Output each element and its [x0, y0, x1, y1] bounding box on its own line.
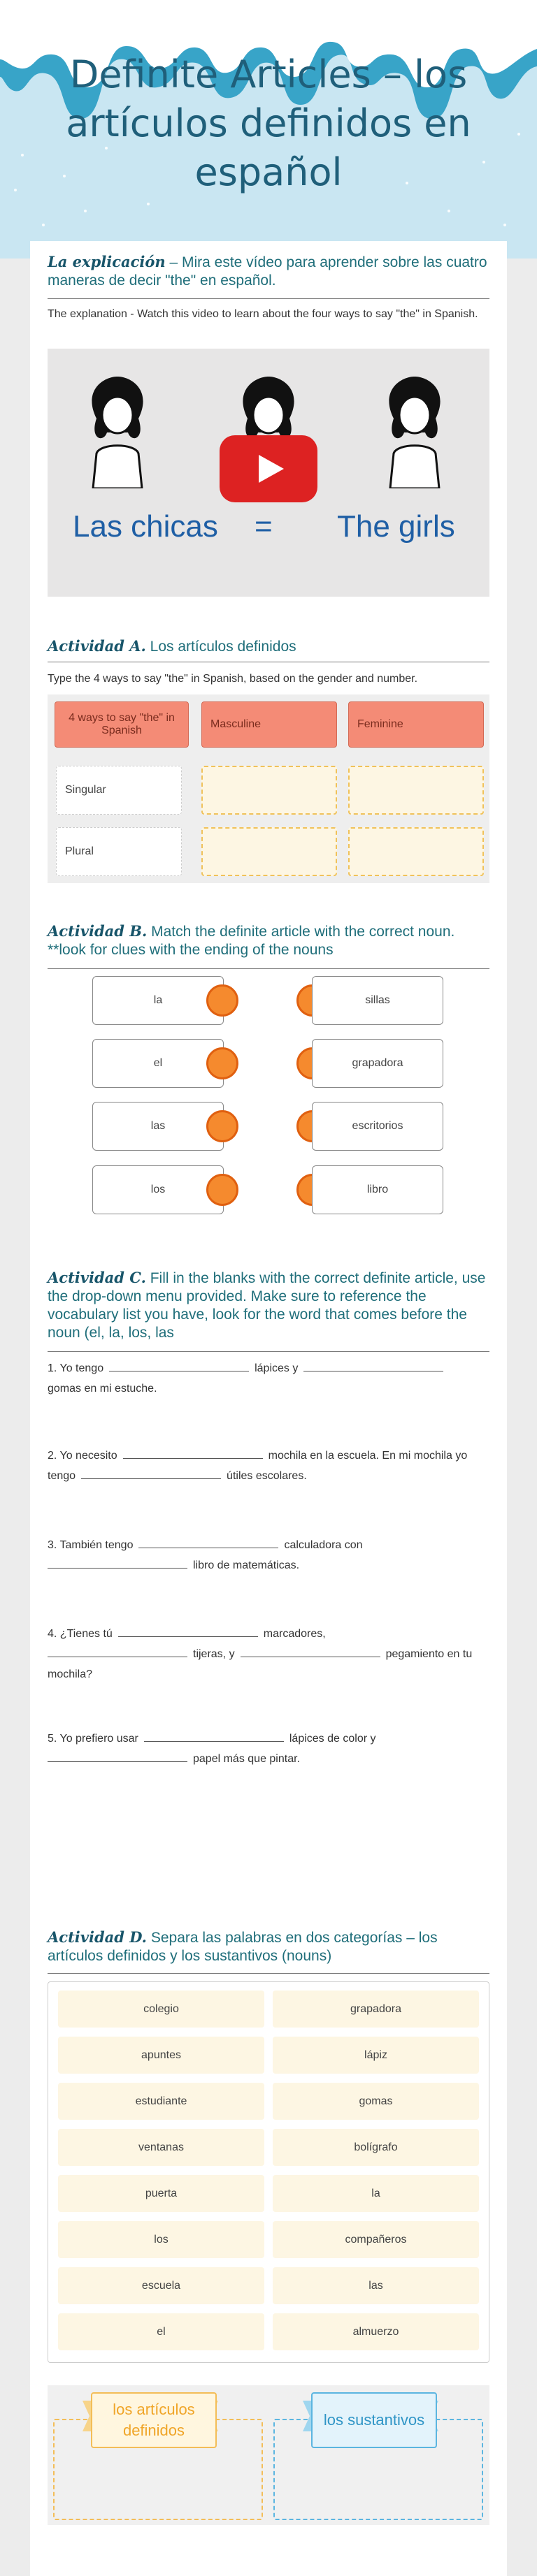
word-chip[interactable]: bolígrafo: [273, 2129, 479, 2166]
fill-text: 3. También tengo: [48, 1539, 134, 1551]
row-label-plural: Plural: [56, 827, 182, 876]
match-right-escritorios[interactable]: escritorios: [312, 1102, 443, 1151]
word-chip[interactable]: estudiante: [58, 2083, 264, 2120]
word-chip[interactable]: ventanas: [58, 2129, 264, 2166]
fill-item-5: [48, 1729, 489, 1769]
title-line-3: español: [194, 150, 343, 194]
explanation-body: The explanation - Watch this video to learn about the four ways to say "the" in Spanish.: [48, 308, 478, 320]
word-chip[interactable]: escuela: [58, 2267, 264, 2304]
activity-a-title-bold: Actividad A.: [48, 637, 146, 655]
explanation-title-rest: – Mira este vídeo para aprender sobre las cuatro maneras de decir "the" en español.: [48, 254, 487, 289]
blank-dropdown[interactable]: [48, 1567, 187, 1569]
word-chip[interactable]: la: [273, 2175, 479, 2212]
activity-d-title: [48, 1928, 489, 1965]
table-header-feminine: Feminine: [348, 701, 484, 748]
divider: [48, 298, 489, 299]
youtube-play-icon[interactable]: [220, 435, 317, 502]
row-label-singular: Singular: [56, 766, 182, 815]
answer-field-fem-singular[interactable]: [348, 766, 484, 815]
title-line-2: artículos definidos en: [66, 101, 471, 145]
word-chip[interactable]: lápiz: [273, 2037, 479, 2074]
connector-handle[interactable]: [206, 984, 238, 1017]
match-left-los[interactable]: los: [92, 1165, 224, 1214]
page-title: [0, 50, 537, 197]
girl-figure-icon: [373, 377, 457, 488]
word-chip[interactable]: gomas: [273, 2083, 479, 2120]
blank-dropdown[interactable]: [118, 1636, 258, 1637]
video-caption-left: Las chicas: [73, 509, 218, 544]
table-header-masculine: Masculine: [201, 701, 337, 748]
blank-dropdown[interactable]: [81, 1478, 221, 1479]
word-chip[interactable]: almuerzo: [273, 2313, 479, 2350]
activity-a-title: [48, 637, 489, 656]
fill-text: calculadora con: [284, 1539, 363, 1551]
activity-c-title-rest: Fill in the blanks with the correct definite article, use the drop-down menu provided. Make sure to reference the vocabulary list you have, look for the word that comes before the noun (el, la, los, las: [48, 1270, 486, 1341]
fill-item-3: [48, 1535, 489, 1576]
fill-text: marcadores,: [263, 1628, 326, 1640]
blank-dropdown[interactable]: [138, 1547, 278, 1548]
sort-bins: [48, 2385, 489, 2525]
blank-dropdown[interactable]: [241, 1656, 380, 1657]
match-left-la[interactable]: la: [92, 976, 224, 1025]
fill-text: lápices y: [255, 1362, 299, 1374]
match-right-sillas[interactable]: sillas: [312, 976, 443, 1025]
activity-d-title-bold: Actividad D.: [48, 1928, 147, 1946]
girl-figure-icon: [76, 377, 159, 488]
word-chip[interactable]: las: [273, 2267, 479, 2304]
video-caption-right: The girls: [337, 509, 455, 544]
blank-dropdown[interactable]: [303, 1370, 443, 1371]
word-chip[interactable]: los: [58, 2221, 264, 2258]
fill-text: lápices de color y: [289, 1733, 376, 1745]
fill-text: 1. Yo tengo: [48, 1362, 104, 1374]
fill-text: útiles escolares.: [227, 1470, 307, 1482]
fill-text: 2. Yo necesito: [48, 1450, 117, 1462]
activity-b-title-bold: Actividad B.: [48, 922, 148, 940]
connector-handle[interactable]: [206, 1047, 238, 1079]
fill-item-2: [48, 1446, 489, 1486]
blank-dropdown[interactable]: [144, 1740, 284, 1742]
fill-text: gomas en mi estuche.: [48, 1383, 157, 1395]
explanation-title: [48, 253, 489, 290]
blank-dropdown[interactable]: [123, 1457, 263, 1459]
answer-field-masc-singular[interactable]: [201, 766, 337, 815]
word-chip[interactable]: apuntes: [58, 2037, 264, 2074]
video-caption-equals: =: [255, 509, 273, 544]
word-bank: [48, 1981, 489, 2363]
match-right-libro[interactable]: libro: [312, 1165, 443, 1214]
word-chip[interactable]: puerta: [58, 2175, 264, 2212]
activity-a-title-rest: Los artículos definidos: [145, 639, 296, 655]
divider: [48, 1351, 489, 1352]
connector-handle[interactable]: [206, 1174, 238, 1206]
fill-item-1: [48, 1358, 489, 1399]
fill-text: papel más que pintar.: [193, 1753, 300, 1765]
articles-table: [48, 694, 489, 883]
blank-dropdown[interactable]: [48, 1656, 187, 1657]
activity-c-title: [48, 1269, 489, 1342]
word-chip[interactable]: colegio: [58, 1991, 264, 2028]
fill-text: tijeras, y: [193, 1648, 235, 1660]
fill-text: 4. ¿Tienes tú: [48, 1628, 113, 1640]
divider: [48, 968, 489, 969]
fill-text: pegamiento en tu mochila?: [48, 1648, 473, 1680]
blank-dropdown[interactable]: [109, 1370, 249, 1371]
connector-handle[interactable]: [206, 1110, 238, 1142]
activity-b-title-rest: Match the definite article with the correct noun. **look for clues with the ending of the nouns: [48, 924, 455, 958]
activity-d-title-rest: Separa las palabras en dos categorías – los artículos definidos y los sustantivos (nouns): [48, 1930, 438, 1964]
word-chip[interactable]: el: [58, 2313, 264, 2350]
match-left-el[interactable]: el: [92, 1039, 224, 1088]
answer-field-masc-plural[interactable]: [201, 827, 337, 876]
word-chip[interactable]: grapadora: [273, 1991, 479, 2028]
answer-field-fem-plural[interactable]: [348, 827, 484, 876]
bin-label-sustantivos: los sustantivos: [311, 2392, 437, 2448]
divider: [48, 1973, 489, 1974]
fill-item-4: [48, 1624, 489, 1684]
fill-text: 5. Yo prefiero usar: [48, 1733, 138, 1745]
page-header: [0, 0, 537, 259]
video-player[interactable]: [48, 349, 489, 597]
fill-text: libro de matemáticas.: [193, 1559, 300, 1571]
word-chip[interactable]: compañeros: [273, 2221, 479, 2258]
title-line-1: Definite Articles – los: [69, 52, 468, 96]
blank-dropdown[interactable]: [48, 1761, 187, 1762]
table-header-ways: 4 ways to say "the" in Spanish: [55, 701, 189, 748]
activity-c-title-bold: Actividad C.: [48, 1269, 146, 1286]
match-left-las[interactable]: las: [92, 1102, 224, 1151]
activity-b-title: [48, 922, 489, 959]
bin-label-articulos: los artículos definidos: [91, 2392, 217, 2448]
fill-text: mochila en la escuela. En mi mochila yo tengo: [48, 1450, 468, 1482]
explanation-title-bold: La explicación: [48, 253, 166, 270]
match-right-grapadora[interactable]: grapadora: [312, 1039, 443, 1088]
activity-a-instructions: Type the 4 ways to say "the" in Spanish, based on the gender and number.: [48, 673, 418, 685]
